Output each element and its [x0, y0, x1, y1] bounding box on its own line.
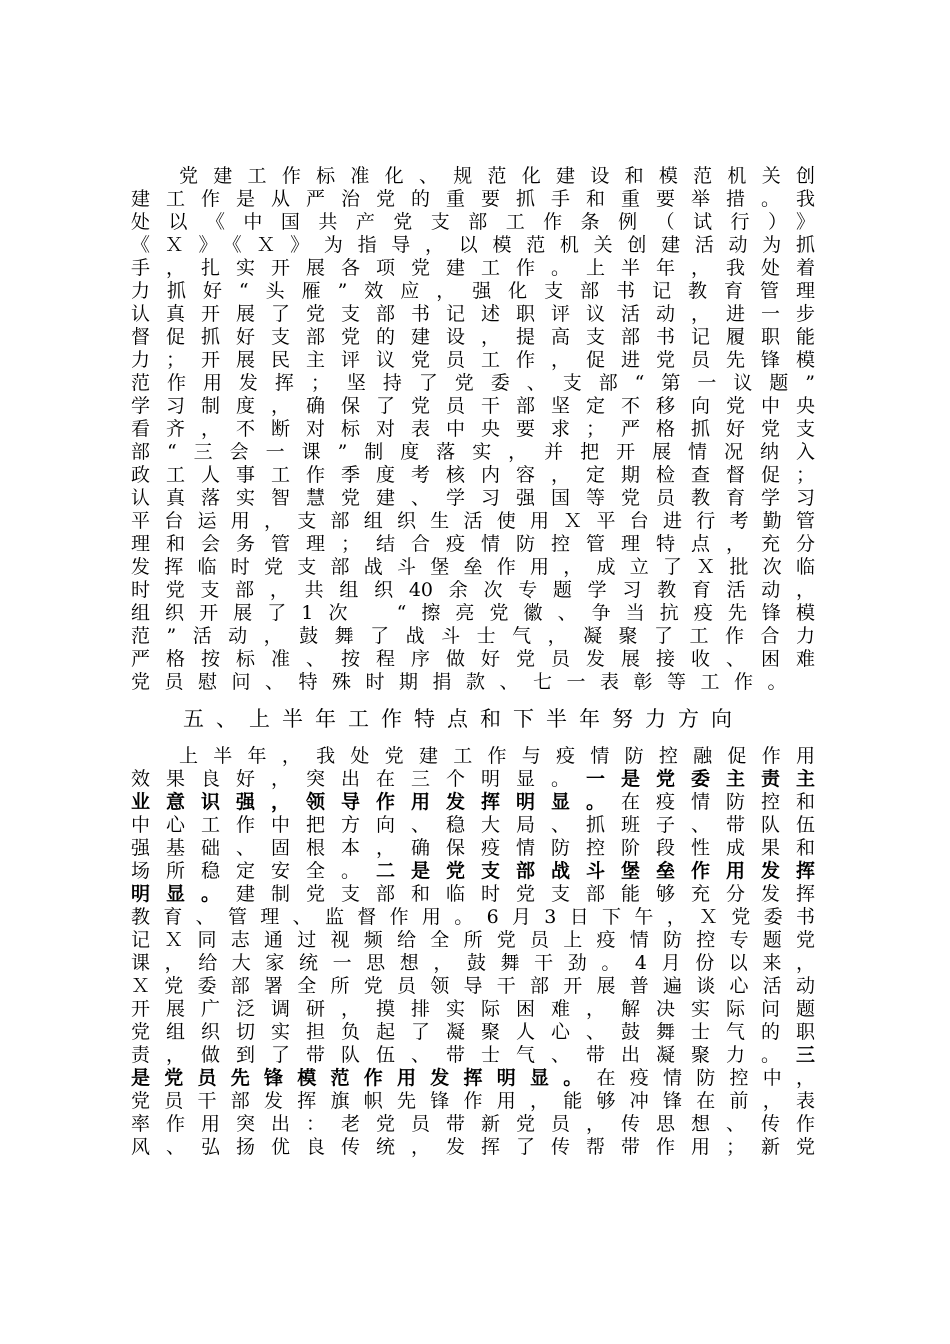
section-heading	[131, 704, 815, 734]
text-run: 党组织切实担负起了凝聚人心、鼓舞士气的职	[131, 1021, 815, 1043]
text-line: 部“三会一课”制度落实，并把开展情况纳入	[131, 441, 815, 463]
text-line	[131, 1090, 815, 1113]
text-line: 处以《中国共产党支部工作条例（试行）》	[131, 211, 815, 233]
text-line	[131, 1021, 815, 1044]
text-line: 政工人事工作季度考核内容，定期检查督促；	[131, 464, 815, 486]
text-line: 范作用发挥；坚持了党委、支部“第一议题”	[131, 372, 815, 394]
text-run: Ｘ党委部署全所党员领导干部开展普遍谈心活动	[131, 975, 815, 997]
text-line: 范”活动，鼓舞了战斗士气，凝聚了工作合力	[131, 625, 815, 647]
text-run: 记Ｘ同志通过视频给全所党员上疫情防控专题党	[131, 929, 815, 951]
text-run: 在疫情防控和	[620, 791, 815, 813]
text-line	[131, 883, 815, 906]
text-run: 教育、管理、监督作用。6月3日下午，Ｘ党委书	[131, 906, 815, 928]
text-line: 手，扎实开展各项党建工作。上半年，我处着	[131, 257, 815, 279]
bold-text-run: 业意识强，领导作用发挥明显。	[131, 791, 621, 813]
text-run: 强基础、固根本，确保疫情防控阶段性成果和	[131, 837, 815, 859]
text-line	[131, 837, 815, 860]
text-line: 发挥临时党支部战斗堡垒作用，成立了Ｘ批次临	[131, 556, 815, 578]
text-line	[131, 768, 815, 791]
text-run: 党员干部发挥旗帜先锋作用，能够冲锋在前，表	[131, 1090, 815, 1112]
text-run: 上半年，我处党建工作与疫情防控融促作用	[179, 745, 815, 767]
text-line: 党建工作标准化、规范化建设和模范机关创	[179, 165, 815, 187]
bold-text-run: 是党员先锋模范作用发挥明显。	[131, 1067, 597, 1089]
text-line	[131, 745, 815, 768]
text-line	[131, 1067, 815, 1090]
text-line: 理和会务管理；结合疫情防控管理特点，充分	[131, 533, 815, 555]
text-line: 党员慰问、特殊时期捐款、七一表彰等工作。	[131, 671, 802, 693]
text-run: 率作用突出：老党员带新党员，传思想、传作	[131, 1113, 815, 1135]
text-line: 认真开展了党支部书记述职评议活动，进一步	[131, 303, 815, 325]
text-run: 风、弘扬优良传统，发挥了传帮带作用；新党	[131, 1136, 815, 1158]
text-line: 督促抓好支部党的建设，提高支部书记履职能	[131, 326, 815, 348]
text-run: 责，做到了带队伍、带士气、带出凝聚力。	[131, 1044, 796, 1066]
text-line	[131, 814, 815, 837]
text-line: 时党支部，共组织40余次专题学习教育活动，	[131, 579, 815, 601]
section-heading-text: 五、上半年工作特点和下半年努力方向	[183, 707, 744, 731]
text-line	[131, 1113, 815, 1136]
text-line: 建工作是从严治党的重要抓手和重要举措。我	[131, 188, 815, 210]
text-line	[131, 791, 815, 814]
text-line: 力抓好“头雁”效应，强化支部书记教育管理	[131, 280, 815, 302]
text-line	[131, 998, 815, 1021]
bold-text-run: 二是党支部战斗堡垒作用发挥	[376, 860, 815, 882]
text-line	[131, 952, 815, 975]
text-run: 开展广泛调研，摸排实际困难，解决实际问题	[131, 998, 815, 1020]
text-run: 效果良好，突出在三个明显。	[131, 768, 586, 790]
text-line: 组织开展了1次 “擦亮党徽、争当抗疫先锋模	[131, 602, 815, 624]
paragraph-work-features	[131, 745, 815, 1159]
text-run: 建制党支部和临时党支部能够充分发挥	[236, 883, 815, 905]
text-line	[131, 906, 815, 929]
text-line: 看齐，不断对标对表中央要求；严格抓好党支	[131, 418, 815, 440]
text-line: 平台运用，支部组织生活使用Ｘ平台进行考勤管	[131, 510, 815, 532]
text-line	[131, 1136, 815, 1159]
bold-text-run: 明显。	[131, 883, 236, 905]
bold-text-run: 一是党委主责主	[585, 768, 815, 790]
text-line	[131, 929, 815, 952]
text-line: 认真落实智慧党建、学习强国等党员教育学习	[131, 487, 815, 509]
text-line	[131, 975, 815, 998]
text-line	[131, 860, 815, 883]
text-line: 力；开展民主评议党员工作，促进党员先锋模	[131, 349, 815, 371]
text-run: 课，给大家统一思想，鼓舞干劲。4月份以来，	[131, 952, 815, 974]
text-run: 中心工作中把方向、稳大局、抓班子、带队伍	[131, 814, 815, 836]
text-run: 场所稳定安全。	[131, 860, 376, 882]
bold-text-run: 三	[795, 1044, 815, 1066]
text-line	[131, 1044, 815, 1067]
text-line: 《Ｘ》《Ｘ》为指导，以模范机关创建活动为抓	[131, 234, 815, 256]
text-line: 学习制度，确保了党员干部坚定不移向党中央	[131, 395, 815, 417]
paragraph-party-building	[131, 165, 815, 694]
text-line: 严格按标准、按程序做好党员发展接收、困难	[131, 648, 815, 670]
text-run: 在疫情防控中，	[596, 1067, 815, 1089]
